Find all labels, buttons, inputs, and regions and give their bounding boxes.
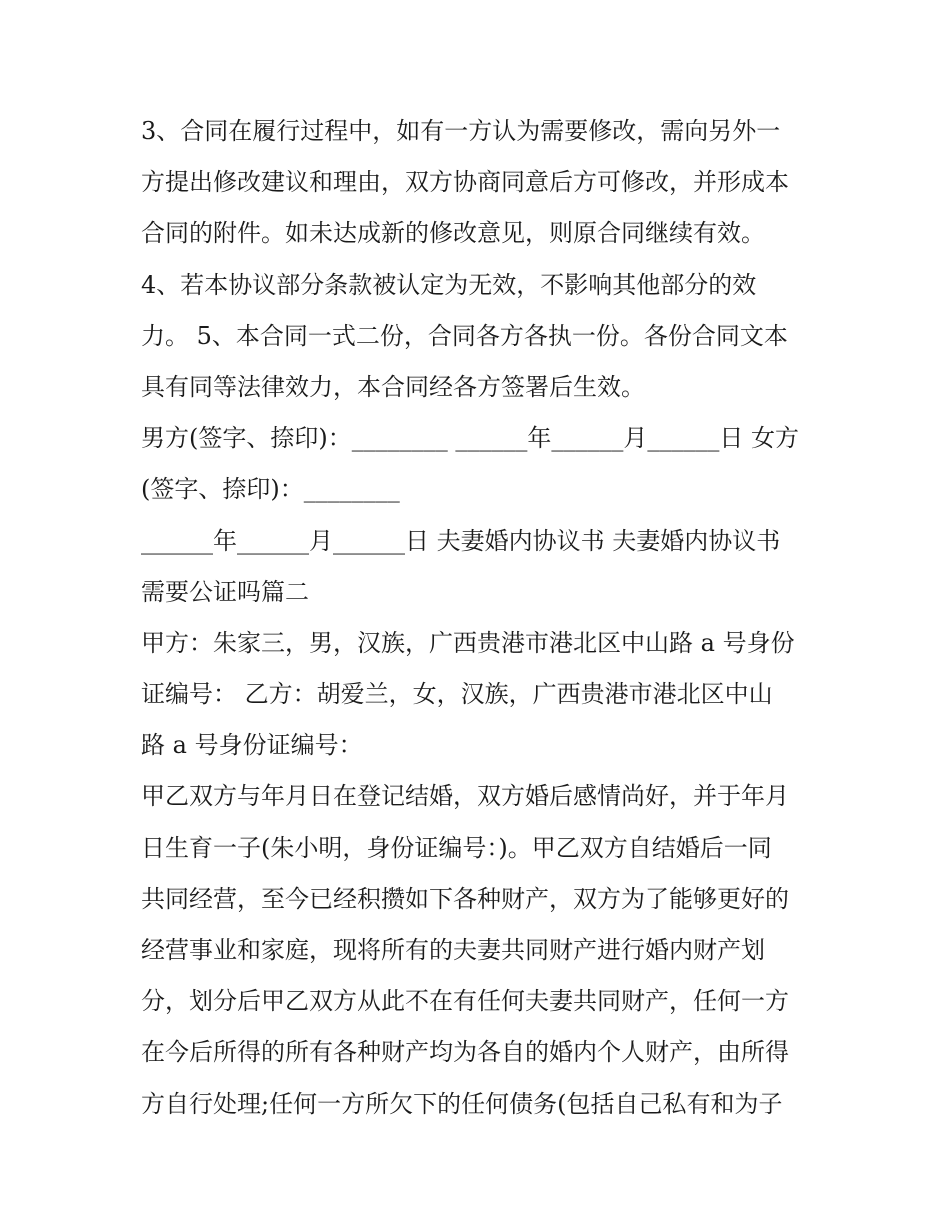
text-line: 路 a 号身份证编号：: [141, 731, 363, 760]
text-line: 具有同等法律效力，本合同经各方签署后生效。: [141, 372, 645, 401]
text-line: 力。 5、本合同一式二份，合同各方各执一份。各份合同文本: [141, 321, 788, 350]
text-line: 3、合同在履行过程中，如有一方认为需要修改，需向另外一: [141, 117, 781, 145]
text-line: 方提出修改建议和理由，双方协商同意后方可修改，并形成本: [141, 168, 789, 197]
text-line: 证编号： 乙方：胡爱兰，女，汉族，广西贵港市港北区中山: [141, 680, 773, 709]
text-line: 甲乙双方与年月日在登记结婚，双方婚后感情尚好，并于年月: [141, 782, 789, 811]
text-line: 日生育一子(朱小明，身份证编号：)。甲乙双方自结婚后一同: [141, 833, 772, 862]
section-heading: 需要公证吗篇二: [141, 577, 309, 606]
signature-line-female: (签字、捺印)：________: [141, 475, 400, 504]
text-line: 经营事业和家庭，现将所有的夫妻共同财产进行婚内财产划: [141, 936, 765, 964]
text-line: 方自行处理;任何一方所欠下的任何债务(包括自己私有和为子: [141, 1089, 783, 1118]
text-line: 共同经营，至今已经积攒如下各种财产，双方为了能够更好的: [141, 884, 789, 913]
text-line: 4、若本协议部分条款被认定为无效，不影响其他部分的效: [141, 270, 757, 299]
date-line: ______年______月______日 夫妻婚内协议书 夫妻婚内协议书: [141, 526, 781, 555]
text-line: 甲方：朱家三，男，汉族，广西贵港市港北区中山路 a 号身份: [141, 628, 795, 657]
signature-line-male: 男方(签字、捺印)：________ ______年______月______日 女方: [141, 424, 799, 453]
text-line: 分，划分后甲乙双方从此不在有任何夫妻共同财产，任何一方: [141, 987, 789, 1016]
text-line: 合同的附件。如未达成新的修改意见，则原合同继续有效。: [141, 219, 765, 248]
text-line: 在今后所得的所有各种财产均为各自的婚内个人财产，由所得: [141, 1038, 789, 1067]
document-body: [141, 106, 821, 1130]
